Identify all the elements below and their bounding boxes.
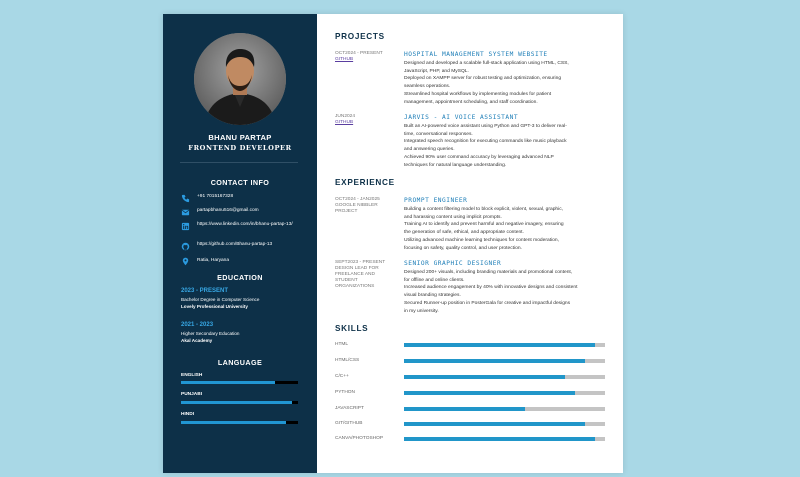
skill-name: GIT/GITHUB [335,421,363,426]
entry-line: Increased audience engagement by 40% with innovative designs and consistent [404,285,578,291]
profile-role: FRONTEND DEVELOPER [188,144,292,152]
experience-entry-1 [404,197,604,252]
project-date-text: JUN2024 [335,114,355,119]
experience-entry-2 [404,260,604,315]
divider [180,162,298,163]
profile-photo [194,33,286,125]
edu-period-1: 2023 - PRESENT [181,288,229,294]
main-column [317,14,623,473]
language-bar [181,421,298,424]
edu-school-1: Lovely Professional University [181,304,248,309]
entry-line: Secured Runner-up position in PosterGala for creative and impactful designs [404,300,571,306]
contact-linkedin-text: https://www.linkedin.com/in/bhanu-partap-13/ [197,222,293,227]
contact-email[interactable] [181,208,306,217]
edu-period-2: 2021 - 2023 [181,322,214,328]
language-name: HINDI [181,412,195,417]
experience-date-1: OCT2024 - JAN2025 GOOGLE NIBBLER PROJECT [335,197,380,214]
project-date-text: OCT2024 - PRESENT [335,51,383,56]
contact-github-text: https://github.com/Bhanu-partap-13 [197,242,273,247]
skill-bar-fill [404,375,565,379]
edu-degree-1: Bachelor Degree in Computer Science [181,297,260,302]
experience-title-text: PROMPT ENGINEER [404,197,468,204]
edu-school-2: Akal Academy [181,338,213,343]
entry-line: Utilizing advanced machine learning techniques for content moderation, [404,237,559,243]
entry-line: focusing on safety, quality control, and user protection. [404,245,522,251]
mail-icon [181,208,190,217]
skill-bar [404,437,605,441]
skill-name: C/C++ [335,374,349,379]
contact-phone[interactable] [181,194,306,203]
contact-email-text: partapbhanu516@gmail.com [197,208,259,213]
language-bar [181,381,298,384]
skill-bar-fill [404,437,595,441]
resume-sheet [163,14,623,473]
skill-bar [404,359,605,363]
entry-line: Integrated speech recognition for executing commands like music playback [404,139,567,145]
skill-bar-fill [404,422,585,426]
edu-degree-2: Higher Secondary Education [181,331,240,336]
skill-bar [404,407,605,411]
project-title: HOSPITAL MANAGEMENT SYSTEM WEBSITE [404,51,548,58]
entry-line: and answering queries. [404,147,455,153]
skill-bar [404,375,605,379]
entry-line: JavaScript, PHP, and MySQL. [404,68,469,74]
phone-icon [181,194,190,203]
entry-line: Built an AI-powered voice assistant using Python and GPT-3 to deliver real- [404,124,567,129]
education-title: EDUCATION [217,273,263,282]
entry-line: time, conversational responses. [404,131,473,137]
language-name: PUNJABI [181,392,203,397]
contact-title: CONTACT INFO [210,178,270,187]
language-bar-fill [181,381,275,384]
contact-linkedin[interactable] [181,222,306,231]
skill-name: PYTHON [335,390,355,395]
entry-line: Designed 200+ visuals, including branding materials and promotional content, [404,270,573,275]
entry-line: for offline and online clients. [404,277,465,283]
entry-line: visual branding strategies. [404,293,461,299]
contact-github[interactable] [181,242,306,251]
skill-name: HTML [335,342,349,347]
entry-line: management, appointment scheduling, and staff coordination. [404,99,538,105]
entry-line: Building a content filtering model to block explicit, violent, sexual, graphic, [404,207,564,212]
project-date-1 [335,51,397,63]
skill-bar-fill [404,407,525,411]
language-bar-fill [181,401,292,404]
skill-bar [404,391,605,395]
skill-name: JAVASCRIPT [335,406,364,411]
entry-line: Achieved 90% user command accuracy by leveraging advanced NLP [404,154,554,160]
language-title: LANGUAGE [217,358,263,367]
skill-bar-fill [404,359,585,363]
profile-name: BHANU PARTAP [208,133,272,142]
github-icon [181,242,190,251]
skill-bar-fill [404,343,595,347]
contact-location [181,257,306,266]
skill-bar [404,343,605,347]
entry-line: Designed and developed a scalable full-stack application using HTML, CSS, [404,61,569,66]
entry-line: in my university. [404,308,439,314]
language-bar-fill [181,421,286,424]
project-entry-1 [404,51,604,106]
skill-bar-fill [404,391,575,395]
skill-bar [404,422,605,426]
contact-phone-text: +91 7015167328 [197,194,234,199]
sidebar [163,14,317,473]
entry-line: Deployed on XAMPP server for robust testing and optimization, ensuring [404,76,562,82]
language-bar [181,401,298,404]
skill-name: CANVA/PHOTOSHOP [335,436,384,441]
project-title: JARVIS - AI VOICE ASSISTANT [404,114,519,121]
project-github-link[interactable]: GITHUB [335,120,354,125]
entry-line: the generation of safe, ethical, and appropriate content. [404,230,524,236]
location-icon [181,257,190,266]
skills-title: SKILLS [335,324,369,333]
experience-date-2: SEPT2023 - PRESENT DESIGN LEAD FOR FREELANCE AND STUDENT ORGANIZATIONS [335,260,386,289]
entry-line: Training AI to identify and prevent harmful and negative imagery, ensuring [404,222,564,228]
experience-title: EXPERIENCE [335,178,395,187]
project-date-2 [335,114,397,126]
contact-location-text: Ratia, Haryana [197,258,229,263]
project-github-link[interactable]: GITHUB [335,57,354,62]
entry-line: seamless operations. [404,84,451,90]
project-entry-2 [404,114,604,169]
entry-line: Streamlined hospital workflows by implementing modules for patient [404,91,552,97]
language-name: ENGLISH [181,373,203,378]
projects-title: PROJECTS [335,32,385,41]
entry-line: techniques for natural language understanding. [404,162,507,168]
skill-name: HTML/CSS [335,358,360,363]
experience-title-text: SENIOR GRAPHIC DESIGNER [404,260,502,267]
entry-line: and harassing content using implicit prompts. [404,214,502,220]
linkedin-icon [181,222,190,231]
